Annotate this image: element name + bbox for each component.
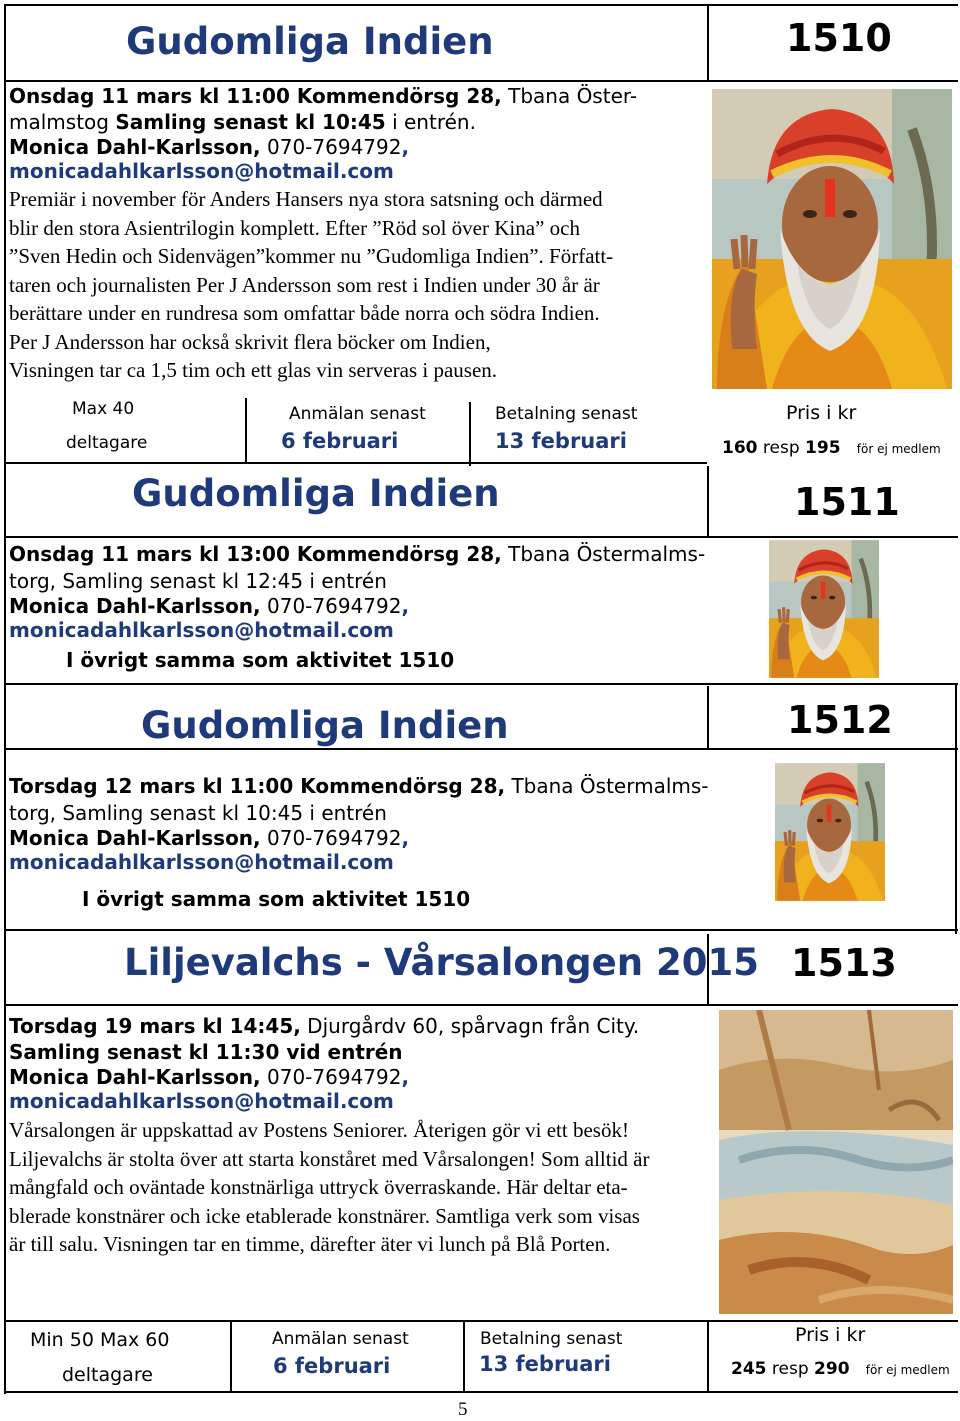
price-label: Pris i kr — [795, 1324, 866, 1346]
contact-line: Monica Dahl-Karlsson, 070-7694792, — [9, 1065, 410, 1089]
activity-number: 1512 — [787, 698, 893, 742]
same-as-note: I övrigt samma som aktivitet 1510 — [82, 887, 471, 911]
activity-title: Gudomliga Indien — [126, 20, 494, 63]
activity-title: Gudomliga Indien — [141, 704, 509, 747]
activity-number: 1511 — [794, 480, 900, 524]
contact-email[interactable]: monicadahlkarlsson@hotmail.com — [9, 850, 394, 874]
contact-email[interactable]: monicadahlkarlsson@hotmail.com — [9, 618, 394, 642]
sadhu-portrait-photo — [775, 762, 885, 902]
activity-when: Onsdag 11 mars kl 13:00 Kommendörsg 28, Tbana Östermalms- — [9, 542, 706, 566]
signup-label: Anmälan senast — [272, 1329, 409, 1349]
participants-label: deltagare — [62, 1364, 153, 1386]
activity-description: Vårsalongen är uppskattad av Postens Seniorer. Återigen gör vi ett besök! Liljevalchs är stolta över att starta konståret med Vårsalongen! Som alltid är mångfald och oväntade konstnärliga uttryck överraskande. Här deltar eta- blerade konstnärer och icke etablerade konstnärer. Samtliga verk som visas är till salu. Visningen tar en timme, därefter äter vi lunch på Blå Porten. — [9, 1118, 650, 1256]
activity-meeting: Samling senast kl 11:30 vid entrén — [9, 1040, 403, 1064]
impressionist-landscape-painting — [719, 1010, 953, 1314]
sadhu-portrait-photo — [712, 86, 952, 392]
payment-label: Betalning senast — [480, 1329, 623, 1349]
contact-email[interactable]: monicadahlkarlsson@hotmail.com — [9, 1089, 394, 1113]
activity-meeting: malmstog Samling senast kl 10:45 i entrén. — [9, 110, 476, 134]
signup-date: 6 februari — [273, 1354, 391, 1378]
activity-meeting: torg, Samling senast kl 10:45 i entrén — [9, 801, 387, 825]
participants-max: Max 40 — [72, 399, 135, 419]
contact-email[interactable]: monicadahlkarlsson@hotmail.com — [9, 159, 394, 183]
payment-date: 13 februari — [479, 1352, 611, 1376]
activity-number: 1510 — [786, 16, 892, 60]
activity-title: Gudomliga Indien — [132, 472, 500, 515]
payment-label: Betalning senast — [495, 404, 638, 424]
price-label: Pris i kr — [786, 402, 857, 424]
price-values: 160 resp 195 för ej medlem — [722, 438, 941, 458]
participants-minmax: Min 50 Max 60 — [30, 1329, 170, 1351]
contact-line: Monica Dahl-Karlsson, 070-7694792, — [9, 135, 410, 159]
activity-when: Onsdag 11 mars kl 11:00 Kommendörsg 28, Tbana Öster- — [9, 84, 638, 108]
activity-title: Liljevalchs - Vårsalongen 2015 — [124, 941, 759, 984]
activity-description: Premiär i november för Anders Hansers nya stora satsning och därmed blir den stora Asientrilogin komplett. Efter ”Röd sol över Kina” och ”Sven Hedin och Sidenvägen”kommer nu ”Gudomliga Indien”. Författ- taren och journalisten Per J Andersson som rest i Indien under 30 år är berättare under en rundresa som omfattar både norra och södra Indien. Per J Andersson har också skrivit flera böcker om Indien, Visningen tar ca 1,5 tim och ett glas vin serveras i pausen. — [9, 187, 614, 382]
price-values: 245 resp 290 för ej medlem — [731, 1359, 950, 1379]
contact-line: Monica Dahl-Karlsson, 070-7694792, — [9, 826, 410, 850]
activity-when: Torsdag 19 mars kl 14:45, Djurgårdv 60, spårvagn från City. — [9, 1014, 640, 1038]
signup-label: Anmälan senast — [289, 404, 426, 424]
sadhu-portrait-photo — [769, 540, 879, 678]
activity-meeting: torg, Samling senast kl 12:45 i entrén — [9, 569, 387, 593]
signup-date: 6 februari — [281, 429, 399, 453]
page-number: 5 — [458, 1399, 468, 1420]
payment-date: 13 februari — [495, 429, 627, 453]
participants-label: deltagare — [66, 433, 148, 453]
same-as-note: I övrigt samma som aktivitet 1510 — [66, 648, 455, 672]
activity-number: 1513 — [791, 941, 897, 985]
activity-when: Torsdag 12 mars kl 11:00 Kommendörsg 28, Tbana Östermalms- — [9, 774, 709, 798]
contact-line: Monica Dahl-Karlsson, 070-7694792, — [9, 594, 410, 618]
